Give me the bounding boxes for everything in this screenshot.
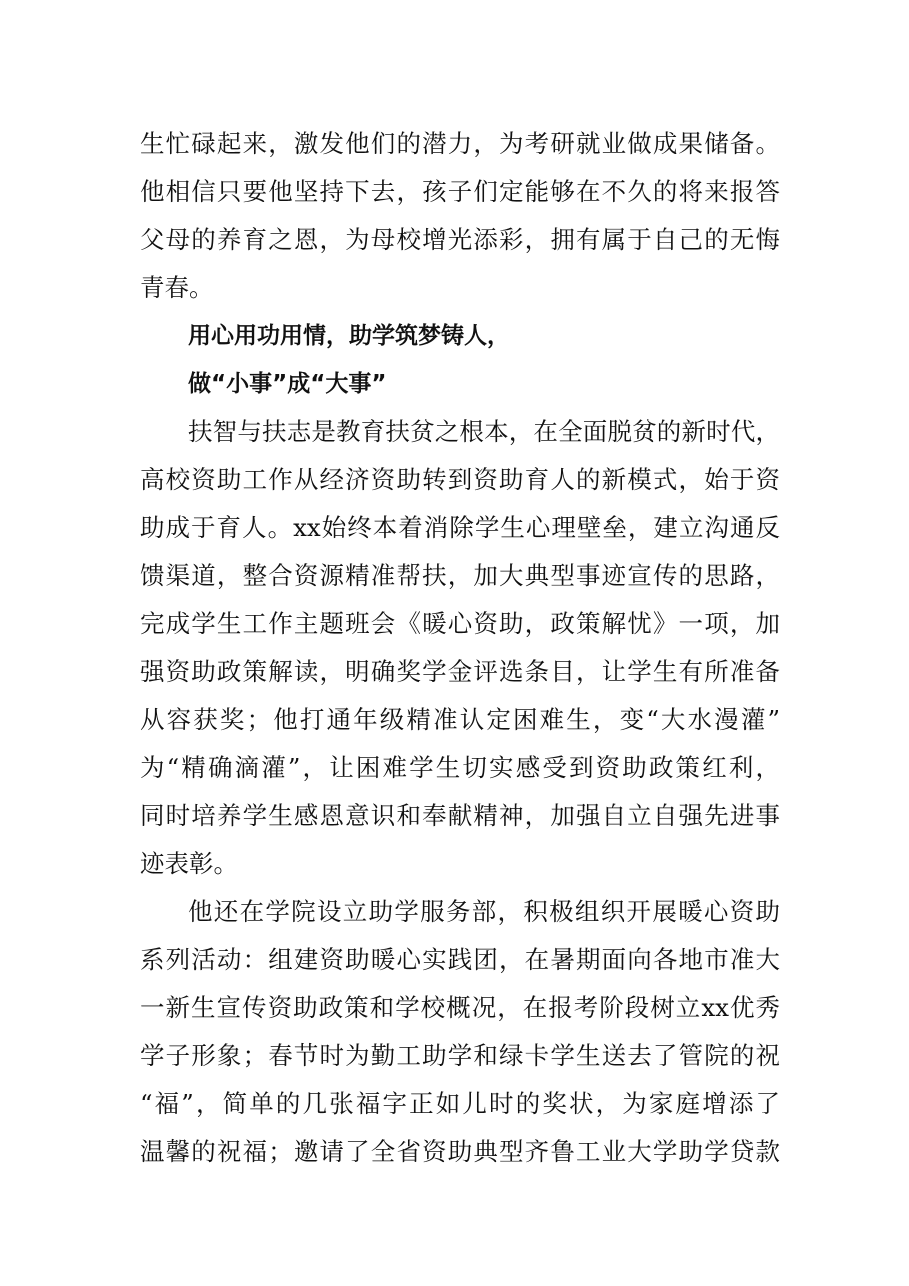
paragraph-2-line-6: 强资助政策解读，明确奖学金评选条目，让学生有所准备: [140, 657, 780, 686]
section-heading-line-1: 用心用功用情，助学筑梦铸人，: [188, 323, 510, 349]
paragraph-3-line-3: 一新生宣传资助政策和学校概况，在报考阶段树立xx优秀: [140, 993, 780, 1022]
paragraph-2-line-5: 完成学生工作主题班会《暖心资助，政策解忧》一项，加: [140, 609, 780, 638]
paragraph-1-line-1: 生忙碌起来，激发他们的潜力，为考研就业做成果储备。: [140, 129, 780, 158]
paragraph-3-line-5: “福”，简单的几张福字正如儿时的奖状，为家庭增添了: [140, 1089, 780, 1118]
paragraph-2-line-4: 馈渠道，整合资源精准帮扶，加大典型事迹宣传的思路，: [140, 561, 780, 590]
paragraph-2-line-3: 助成于育人。xx始终本着消除学生心理壁垒，建立沟通反: [140, 513, 780, 542]
paragraph-2-line-7: 从容获奖；他打通年级精准认定困难生，变“大水漫灌”: [140, 705, 780, 734]
paragraph-3-line-2: 系列活动：组建资助暖心实践团，在暑期面向各地市准大: [140, 945, 780, 974]
paragraph-2-line-9: 同时培养学生感恩意识和奉献精神，加强自立自强先进事: [140, 801, 780, 830]
paragraph-1-line-4: 青春。: [140, 273, 214, 302]
paragraph-1-line-3: 父母的养育之恩，为母校增光添彩，拥有属于自己的无悔: [140, 225, 780, 254]
paragraph-2-line-1: 扶智与扶志是教育扶贫之根本，在全面脱贫的新时代，: [188, 417, 780, 446]
paragraph-2-line-2: 高校资助工作从经济资助转到资助育人的新模式，始于资: [140, 465, 780, 494]
paragraph-1-line-2: 他相信只要他坚持下去，孩子们定能够在不久的将来报答: [140, 177, 780, 206]
paragraph-3-line-6: 温馨的祝福；邀请了全省资助典型齐鲁工业大学助学贷款: [140, 1137, 780, 1166]
section-heading-line-2: 做“小事”成“大事”: [188, 371, 387, 397]
paragraph-2-line-10: 迹表彰。: [140, 849, 238, 878]
paragraph-2-line-8: 为“精确滴灌”，让困难学生切实感受到资助政策红利，: [140, 753, 780, 782]
paragraph-3-line-1: 他还在学院设立助学服务部，积极组织开展暖心资助: [188, 897, 780, 926]
paragraph-3-line-4: 学子形象；春节时为勤工助学和绿卡学生送去了管院的祝: [140, 1041, 780, 1070]
